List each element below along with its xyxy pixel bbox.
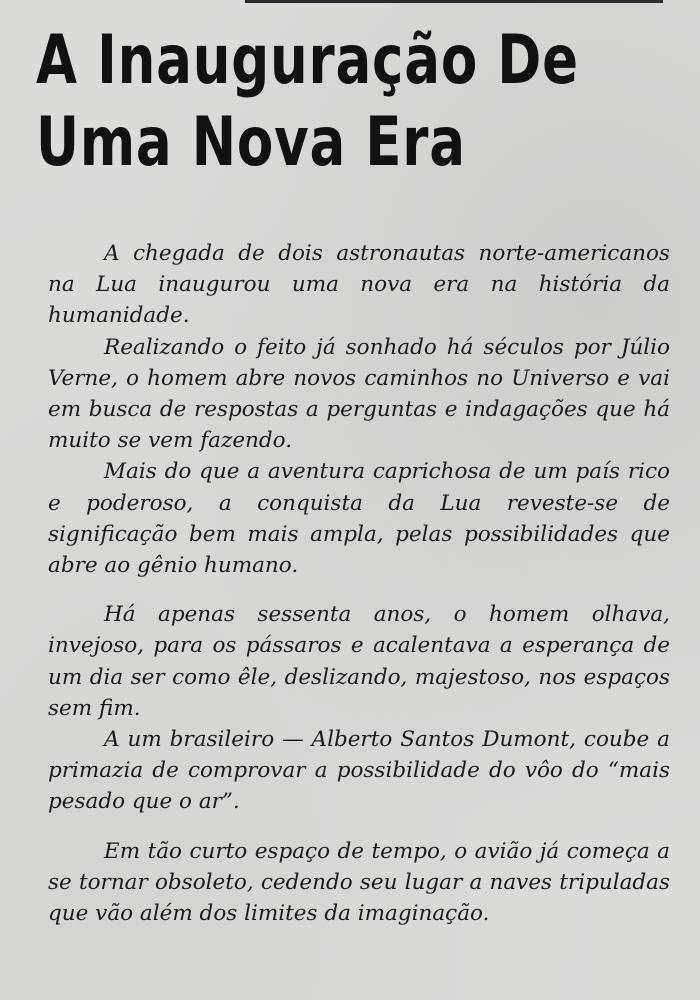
paragraph-1: A chegada de dois astronautas norte-americanos na Lua inaugurou uma nova era na história da humanidade.: [48, 241, 670, 329]
paragraph-4: Há apenas sessenta anos, o homem olhava, invejoso, para os pássaros e acalentava a esperança de um dia ser como êle, deslizando, majestoso, nos espaços sem fim.: [48, 602, 670, 721]
paragraph-6: Em tão curto espaço de tempo, o avião já começa a se tornar obsoleto, cedendo seu lugar a naves tripuladas que vão além dos limites da imaginação.: [48, 838, 670, 927]
headline-line-2: Uma Nova Era: [36, 103, 466, 182]
paragraph-3: Mais do que a aventura caprichosa de um país rico e poderoso, a conquista da Lua reveste-se de significação bem mais ampla, pelas possibilidades que abre ao gênio humano.: [48, 459, 670, 579]
article-body: [48, 238, 670, 929]
top-rule: [245, 0, 663, 3]
paragraph-5: A um brasileiro — Alberto Santos Dumont, coube a primazia de comprovar a possibilidade do vôo do “mais pesado que o ar”.: [48, 727, 670, 815]
headline-line-1: A Inauguração De: [36, 21, 579, 100]
headline: [36, 20, 579, 184]
paragraph-2: Realizando o feito já sonhado há séculos por Júlio Verne, o homem abre novos caminhos no Universo e vai em busca de respostas a perguntas e indagações que há muito se vem fazendo.: [48, 334, 670, 454]
